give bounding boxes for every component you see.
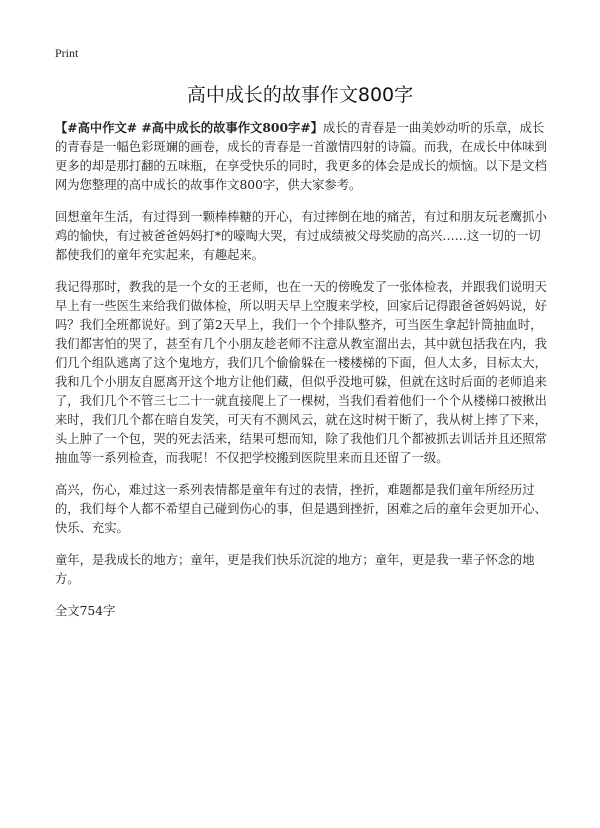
paragraph-story: 我记得那时，教我的是一个女的王老师，也在一天的傍晚发了一张体检表，并跟我们说明天早上有一些医生来给我们做体检，所以明天早上空腹来学校，回家后记得跟爸爸妈妈说，好吗？我们全班都说好。到了第2天早上，我们一个个排队整齐，可当医生拿起针筒抽血时，我们都害怕的哭了，甚至有几个小朋友趁老师不注意从教室溜出去，其中就包括我在内，我们几个组队逃离了这个鬼地方，我们几个偷偷躲在一楼楼梯的下面，但人太多，目标太大，我和几个小朋友自愿离开这个地方让他们藏，但似乎没地可躲，但就在这时后面的老师追来了，我们几个不管三七二十一就直接爬上了一棵树，当我们看着他们一个个从楼梯口被揪出来时，我们几个都在暗自发笑，可天有不测风云，就在这时树干断了，我从树上摔了下来，头上肿了一个包，哭的死去活来，结果可想而知，除了我他们几个都被抓去训话并且还照常抽血等一系列检查，而我呢！不仅把学校搬到医院里来而且还留了一级。 bbox=[55, 280, 547, 465]
print-label: Print bbox=[55, 46, 79, 60]
paragraph-conclusion: 童年，是我成长的地方；童年，更是我们快乐沉淀的地方；童年，更是我一辈子怀念的地方。 bbox=[55, 553, 535, 586]
paragraph-feelings: 高兴，伤心，难过这一系列表情都是童年有过的表情，挫折，难题都是我们童年所经历过的，我们每个人都不希望自己碰到伤心的事，但是遇到挫折，困难之后的童年会更加开心、快乐、充实。 bbox=[55, 483, 547, 535]
article-body bbox=[55, 118, 550, 634]
paragraph-childhood: 回想童年生活，有过得到一颗棒棒糖的开心，有过摔倒在地的痛苦，有过和朋友玩老鹰抓小鸡的愉快，有过被爸爸妈妈打*的嚎啕大哭，有过成绩被父母奖励的高兴……这一切的一切都使我们的童年充实起来，有趣起来。 bbox=[55, 210, 547, 262]
intro-paragraph bbox=[55, 118, 550, 195]
intro-text: 成长的青春是一曲美妙动听的乐章，成长的青春是一幅色彩斑斓的画卷，成长的青春是一首激情四射的诗篇。而我，在成长中体味到更多的却是那打翻的五味瓶，在享受快乐的同时，我更多的体会是成长的烦恼。以下是文档网为您整理的高中成长的故事作文800字，供大家参考。 bbox=[55, 121, 547, 192]
page-title: 高中成长的故事作文800字 bbox=[186, 84, 414, 106]
word-count: 全文754字 bbox=[55, 604, 116, 618]
article-tag: 【#高中作文# #高中成长的故事作文800字#】 bbox=[55, 120, 323, 135]
